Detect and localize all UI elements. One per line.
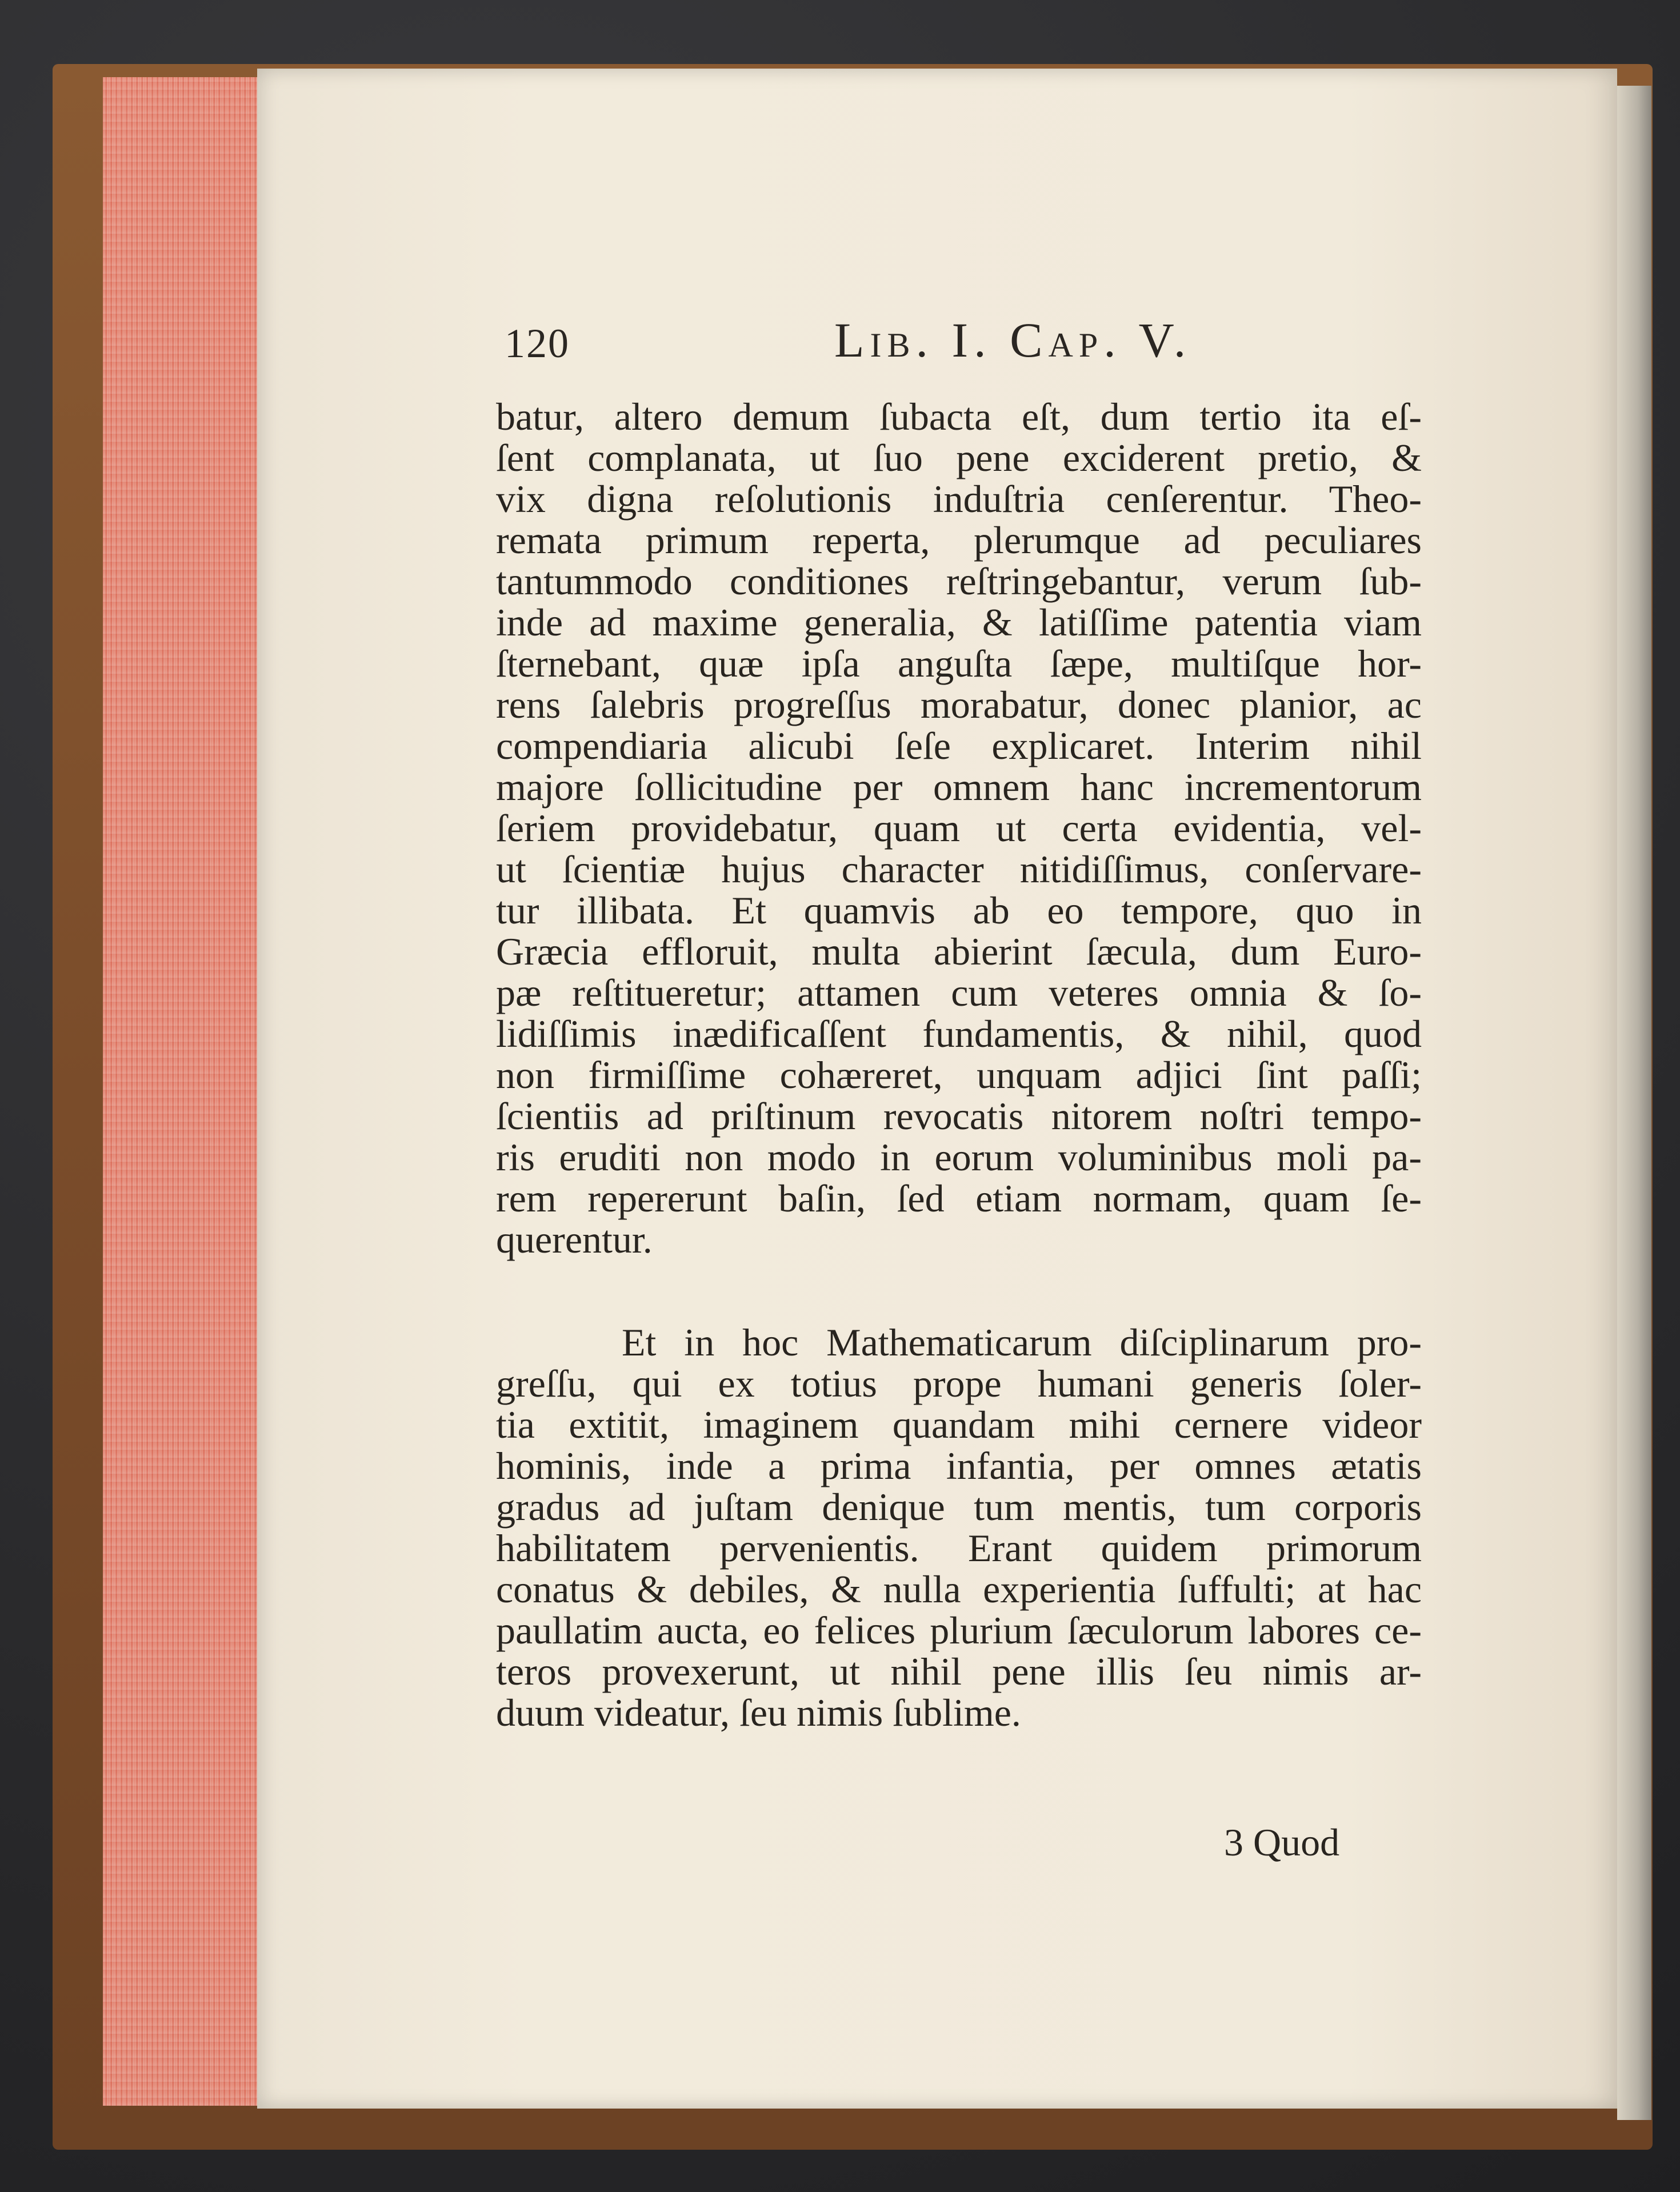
text-line: hominis, inde a prima infantia, per omnes ætatis: [496, 1444, 1422, 1487]
catchword: 3 Quod: [1224, 1821, 1340, 1864]
text-line: ris eruditi non modo in eorum voluminibus moli pa-: [496, 1135, 1422, 1179]
text-line: Græcia effloruit, multa abierint ſæcula, dum Euro-: [496, 930, 1422, 973]
text-line: inde ad maxime generalia, & latiſſime patentia viam: [496, 601, 1422, 644]
text-line: remata primum reperta, plerumque ad peculiares: [496, 518, 1422, 562]
text-line: ſeriem providebatur, quam ut certa evidentia, vel-: [496, 806, 1422, 850]
text-line: teros provexerunt, ut nihil pene illis ſeu nimis ar-: [496, 1650, 1422, 1693]
text-line: rens ſalebris progreſſus morabatur, donec planior, ac: [496, 683, 1422, 726]
text-line: duum videatur, ſeu nimis ſublime.: [496, 1691, 1021, 1734]
paragraph-2: [496, 1322, 1422, 1733]
text-line: ut ſcientiæ hujus character nitidiſſimus, conſervare-: [496, 847, 1422, 891]
running-head: Lib. I. Cap. V.: [834, 313, 1192, 367]
text-line: pæ reſtitueretur; attamen cum veteres omnia & ſo-: [496, 971, 1422, 1014]
paragraph-1: [496, 396, 1422, 1260]
text-line: querentur.: [496, 1218, 653, 1261]
text-line: tia extitit, imaginem quandam mihi cernere videor: [496, 1403, 1422, 1446]
text-line: majore ſollicitudine per omnem hanc incrementorum: [496, 765, 1422, 809]
adjacent-page-edge: [1617, 86, 1651, 2120]
text-line: ſcientiis ad priſtinum revocatis nitorem noſtri tempo-: [496, 1094, 1422, 1138]
text-line: batur, altero demum ſubacta eſt, dum tertio ita eſ-: [496, 395, 1422, 438]
text-line: conatus & debiles, & nulla experientia ſuffulti; at hac: [496, 1567, 1422, 1611]
text-line: gradus ad juſtam denique tum mentis, tum corporis: [496, 1485, 1422, 1529]
page-edges: [103, 77, 269, 2106]
text-line: compendiaria alicubi ſeſe explicaret. Interim nihil: [496, 724, 1422, 767]
text-line: vix digna reſolutionis induſtria cenſerentur. Theo-: [496, 477, 1422, 521]
text-line: ſent complanata, ut ſuo pene exciderent pretio, &: [496, 436, 1422, 479]
text-line: Et in hoc Mathematicarum diſciplinarum pro-: [622, 1321, 1422, 1364]
page-number: 120: [505, 321, 570, 366]
text-line: ſternebant, quæ ipſa anguſta ſæpe, multiſque hor-: [496, 642, 1422, 685]
text-line: habilitatem pervenientis. Erant quidem primorum: [496, 1526, 1422, 1570]
text-line: greſſu, qui ex totius prope humani generis ſoler-: [496, 1362, 1422, 1405]
text-line: lidiſſimis inædificaſſent fundamentis, & nihil, quod: [496, 1012, 1422, 1055]
text-line: paullatim aucta, eo felices plurium ſæculorum labores ce-: [496, 1609, 1422, 1652]
text-line: non firmiſſime cohæreret, unquam adjici ſint paſſi;: [496, 1053, 1422, 1097]
text-line: tantummodo conditiones reſtringebantur, verum ſub-: [496, 559, 1422, 603]
text-line: rem repererunt baſin, ſed etiam normam, quam ſe-: [496, 1177, 1422, 1220]
text-line: tur illibata. Et quamvis ab eo tempore, quo in: [496, 889, 1422, 932]
